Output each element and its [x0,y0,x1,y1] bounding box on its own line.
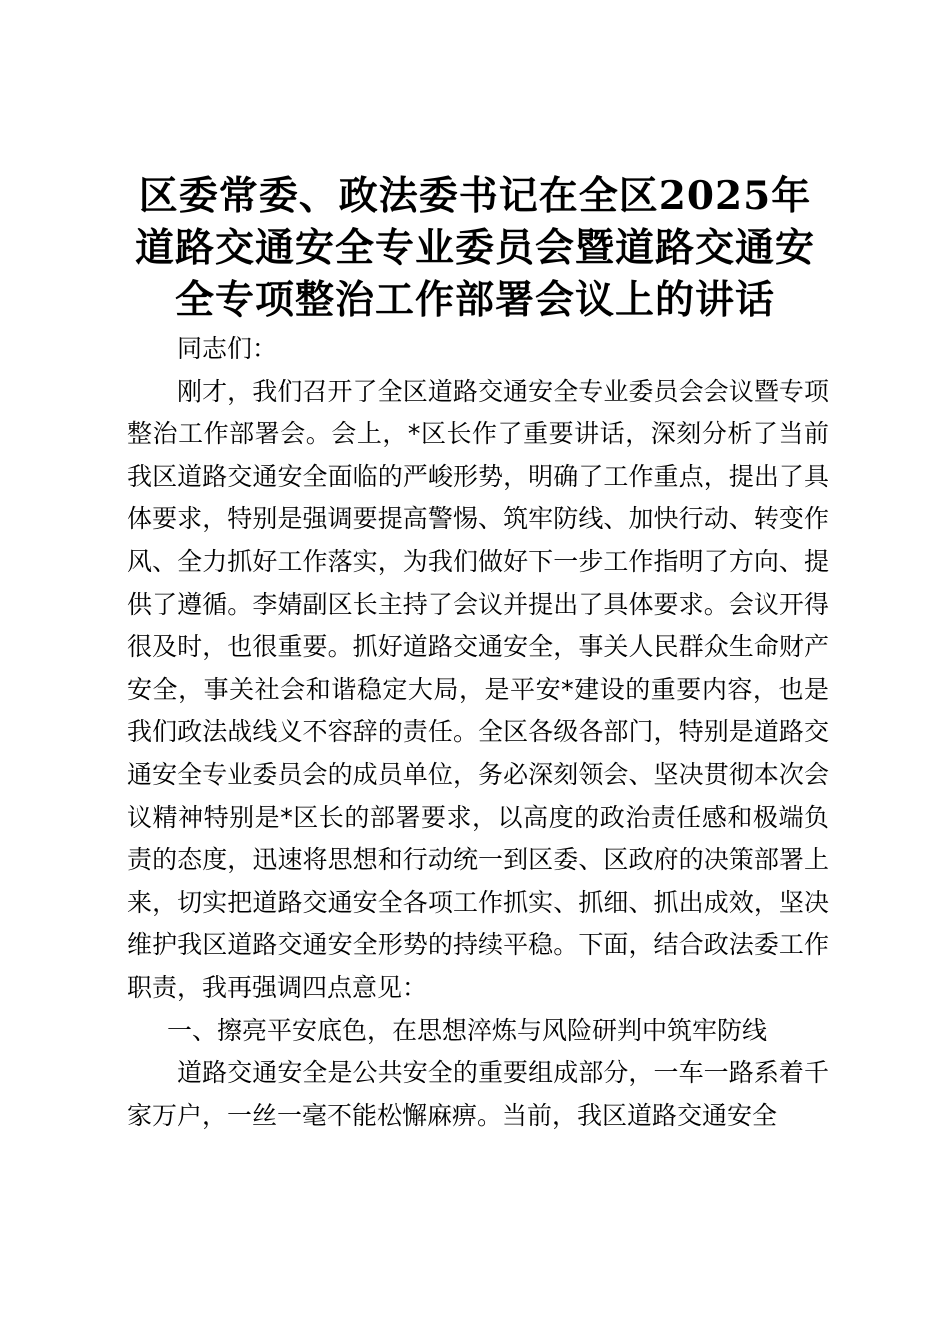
title-line-1: 区委常委、政法委书记在全区2025年 [138,173,812,219]
title-line-2: 道路交通安全专业委员会暨道路交通安 [134,225,815,271]
body-paragraph: 刚才，我们召开了全区道路交通安全专业委员会会议暨专项整治工作部署会。会上，*区长作了重要讲话，深刻分析了当前我区道路交通安全面临的严峻形势，明确了工作重点，提出了具体要求，特别是强调要提高警惕、筑牢防线、加快行动、转变作风、全力抓好工作落实，为我们做好下一步工作指明了方向、提供了遵循。李婧副区长主持了会议并提出了具体要求。会议开得很及时，也很重要。抓好道路交通安全，事关人民群众生命财产安全，事关社会和谐稳定大局，是平安*建设的重要内容，也是我们政法战线义不容辞的责任。全区各级各部门，特别是道路交通安全专业委员会的成员单位，务必深刻领会、坚决贯彻本次会议精神特别是*区长的部署要求，以高度的政治责任感和极端负责的态度，迅速将思想和行动统一到区委、区政府的决策部署上来，切实把道路交通安全各项工作抓实、抓细、抓出成效，坚决维护我区道路交通安全形势的持续平稳。下面，结合政法委工作职责，我再强调四点意见： [127,376,829,1002]
title-line-3: 全专项整治工作部署会议上的讲话 [174,277,775,323]
section-heading: 一、擦亮平安底色，在思想淬炼与风险研判中筑牢防线 [167,1015,768,1045]
document-title [110,170,840,326]
salutation: 同志们： [177,334,278,363]
section-paragraph: 道路交通安全是公共安全的重要组成部分，一车一路系着千家万户，一丝一毫不能松懈麻痹。当前，我区道路交通安全 [127,1058,829,1130]
document-body [127,328,829,1137]
